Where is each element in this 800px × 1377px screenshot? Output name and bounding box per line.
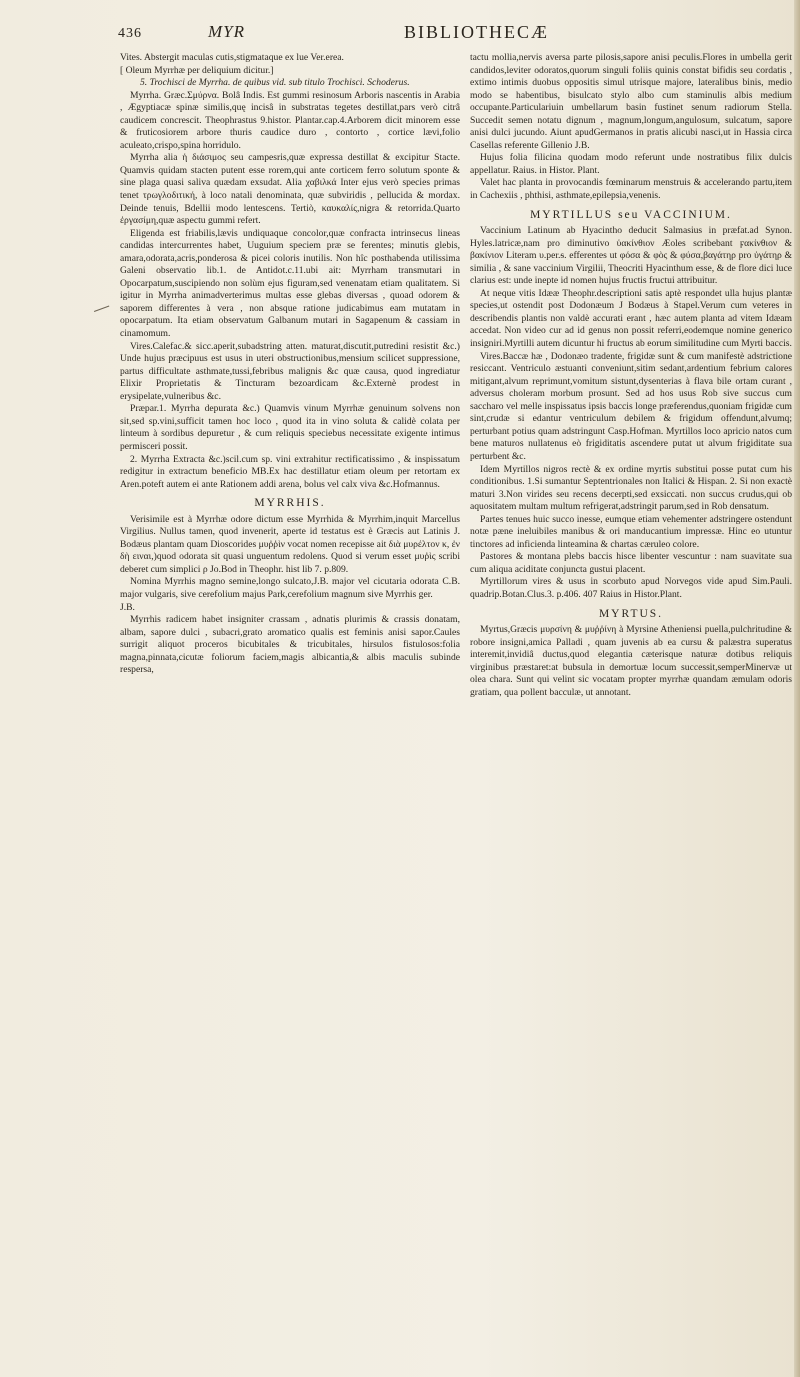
paragraph: Eligenda est friabilis,lævis undiquaque concolor,quæ confracta intrinsecus lineas candidas intercurrentes habet, Uuguium speciem præ se ferentes; minutis glebis, amara,odorata,acris,ponderosa & picei coloris inutilis. Non hîc posthabenda utilissima Galeni observatio lib.1. de Antidot.c.11.ubi ait: Myrrham transmutari in Opocarpatum,suscipiendo non solùm ejus figuram,sed venenatam etiam qualitatem. Si igitur in Myrrha animadverterimus multas esse glebas diversas , quoad odorem & saporem differentes à vera , non absque ratione judicabimus eam mutatam in opocarpatum. Ita etiam observatum Galbanum mutari in Sagapenum & cassiam in cinamomum. bbox=[120, 227, 460, 340]
left-column bbox=[120, 52, 460, 1302]
paragraph: Partes tenues huic succo inesse, eumque etiam vehementer adstringere ostendunt notæ pæne ineluibiles manibus & ori manducantium impressæ. Hinc eo utuntur tinctores ad inficienda linteamina & chartas cæruleo colore. bbox=[470, 513, 792, 550]
paragraph: At neque vitis Idææ Theophr.descriptioni satis aptè respondet ulla hujus plantæ species,ut ostendit post Dodonæum J Bodæus à Stapel.Verum cum veteres in describendis plantis non valdè accurati erant , hæc autem planta ad vitem Idæam accedat. Non video cur ad id genus non possit referri,eodemque nomine generico insigniri.Myrtilli autem dicuntur hi fructus ab eorum similitudine cum Myrti baccis. bbox=[470, 287, 792, 350]
running-head-left: MYR bbox=[208, 22, 245, 41]
paragraph: Vires.Calefac.& sicc.aperit,subadstring atten. maturat,discutit,putredini resistit &c.) Unde hujus præcipuus est usus in uteri obstructionibus,mensium scilicet suppressione, partus difficultate asthmate,tussi,febribus malignis &c quæ causa, quod ingrediatur Elixir Proprietatis & Tincturam bezoardicam &c.Externè prodest in erysipelate,vulneribus &c. bbox=[120, 340, 460, 402]
section-heading: MYRTILLUS seu VACCINIUM. bbox=[530, 208, 732, 221]
paragraph: Præpar.1. Myrrha depurata &c.) Quamvis vinum Myrrhæ genuinum solvens non sit,sed sp.vini,sufficit tamen hoc loco , quod ita in vino soluta & calidè colata per linteum à sordibus depuretur , & cum reliquis speciebus necessitate exigente intimus permisceri possit. bbox=[120, 403, 460, 452]
paragraph: Idem Myrtillos nigros rectè & ex ordine myrtis substitui posse putat cum his conditionibus. 1.Si sumantur Septentrionales non Italici & Hispan. 2. Si non exactè maturi 3.Non virides seu recens decerpti,sed exsiccati. non succus crudus,qui ob aquositatem multam multum refrigerat,adstringit parum,sed in Rob densatum. bbox=[470, 463, 792, 513]
paragraph: Myrtillorum vires & usus in scorbuto apud Norvegos vide apud Sim.Pauli. quadrip.Botan.Clus.3. p.406. 407 Raius in Histor.Plant. bbox=[470, 576, 792, 600]
page-number: 436 bbox=[118, 26, 142, 41]
paragraph: Vites. Abstergit maculas cutis,stigmataque ex lue Ver.erea. bbox=[120, 52, 344, 63]
section-heading: MYRTUS. bbox=[598, 607, 664, 620]
paragraph: [ Oleum Myrrhæ per deliquium dicitur.] bbox=[120, 64, 274, 76]
paragraph: Myrrha. Græc.Σμύρνα. Bolâ Indis. Est gummi resinosum Arboris nascentis in Arabia , Ægyptiacæ spinæ similis,quę incisâ in substratas tegetes destillat,pars verò citrâ caudicem concrescit. Theophrastus 9.histor. Plantar.cap.4.Arborem dicit minorem esse & fruticosiorem arbore thuris caudice duro , contorto , cortice lævi,folio aculeato,crispo,spina horridulo. bbox=[120, 89, 460, 151]
margin-mark bbox=[94, 306, 112, 320]
page-header bbox=[118, 22, 790, 48]
paragraph: J.B. bbox=[120, 601, 135, 613]
paragraph: Hujus folia filicina quodam modo referunt unde nostratibus filix dulcis appellatur. Raius. in Histor. Plant. bbox=[470, 152, 792, 176]
paragraph: Verisimile est à Myrrhæ odore dictum esse Myrrhida & Myrrhim,inquit Marcellus Virgilius. Nullus tamen, quod invenerit, aperte id testatus est è Græcis aut Latinis J. Bodæus plantam quam Dioscorides μυῤῥὶν vocat nomen recepisse ait διὰ μυρέλτον κ, ἐν δὴ ειναι,)quod odorata sit quasi unguentum redolens. Quod si verum esset μυῤὶς scribi deberet cum simplici ρ Jo.Bod in Theophr. hist lib 7. p.809. bbox=[120, 513, 460, 575]
paragraph: Myrtus,Græcis μυρσίνη & μυῤῥίνη à Myrsine Atheniensi puella,pulchritudine & robore insigni,amica Palladi , quam juvenis ab ea cursu & palæstra superatus interemit,invidiâ ductus,quod elegantia cæterisque naturæ dotibus reliquis virginibus præstaret:at bubsula in demortuæ locum successit,semperMinervæ ut olea chara. Sunt qui velint sic vocatam propter myrrhæ quandam æmulam odoris gratiam, qua pollent bacculæ, ut annotant. bbox=[470, 624, 792, 698]
paragraph: Vaccinium Latinum ab Hyacintho deducit Salmasius in præfat.ad Synon. Hyles.latricæ,nam pro diminutivo ὑακίνθιον Æoles scribebant ϝακίνθιον & βακίνιον Literam υ.per.ᵴ. efferentes ut φόσα & φὸς & φύσα,βαγάτηρ pro ὑγάτηρ & similia , & sane vaccinium Virgilii, Theocriti Hyacinthum esse, & de flore dici luce clarius est: unde inepte id nomen hujus fructis fructui attribuitur. bbox=[470, 225, 792, 287]
section-heading: MYRRHIS. bbox=[254, 497, 326, 510]
running-head-right: BIBLIOTHECÆ bbox=[404, 22, 549, 42]
paragraph: Myrrhis radicem habet insigniter crassam , adnatis plurimis & crassis donatam, albam, sapore dulci , subacri,grato aromatico qualis est feminis anisi sapor.Caules surrigit aliquot proceros bicubitales & tricubitales, hirsulos fistulosos:folia magna,pinnata,cicutæ foliorum faciem,magis albicantia,& albis maculis subinde respersa, bbox=[120, 614, 460, 676]
paragraph: Pastores & montana plebs baccis hisce libenter vescuntur : nam suavitate sua cum aliqua aciditate conjuncta gustui placent. bbox=[470, 551, 792, 575]
paragraph: Valet hac planta in provocandis fœminarum menstruis & accelerando partu,item in Cachexiis , phthisi, asthmate,epilepsia,venenis. bbox=[470, 177, 792, 202]
right-column bbox=[470, 52, 792, 1302]
page-edge bbox=[794, 0, 800, 1377]
paragraph: 2. Myrrha Extracta &c.)scil.cum sp. vini extrahitur rectificatissimo , & inspissatum redigitur in extractum beneficio MB.Ex hac destillatur etiam oleum per retortam ex Aren.poteft autem ei ante Rationem addi arena, bolus vel calx viva &c.Hofmannus. bbox=[120, 453, 460, 490]
paragraph: Vires.Baccæ hæ , Dodonæo tradente, frigidæ sunt & cum manifestè adstrictione resiccant. Ventriculo æstuanti conveniunt,sitim sedant,ardentium febrium calores mitigant,alvum reprimunt,vomitum sistunt,dysenterias à flava bile ortam curant , adversus choleram morbum prosunt. Sed ad hos usus Rob sive succus cum saccharo vel melle inspissatus ipsis baccis longe præferendus,quoniam frigidæ cum sint,crudæ si edantur ventriculum debilem & frigidum offendunt,alvumq; perturbant potius quam adstringunt Casp.Hofman. Myrtillos loco apricio natos cum bene maturos nullatenus eò frigiditatis ascendere putat ut alvum frigiditate sua perturbent &c. bbox=[470, 350, 792, 462]
paragraph: 5. Trochisci de Myrrha. de quibus vid. sub titulo Trochisci. Schoderus. bbox=[140, 77, 410, 89]
paragraph: Myrrha alia ἡ διάσιμος seu campesris,quæ expressa destillat & excipitur Stacte. Quamvis quidam stacten putent esse rorem,qui ante corticem ferro solutum sponte & sine plaga quasi saliva quædam exsudat. Alia χαβιλκά Inter ejus verò species primas tenet τρωγλοδιτική, à loco natali denominata, quæ subviridis , pellucida & mordax. Deinde tenuis, Bdellii modo lentescens. Tertiò, καυκαλίς,nigra & retorrida.Quarto ἐργασίμη,quæ aspectu gummi refert. bbox=[120, 152, 460, 227]
paragraph: tactu mollia,nervis aversa parte pilosis,sapore anisi peculis.Flores in umbella gerit candidos,leviter odoratos,quorum singuli foliis quinis constat bifidis seu cordatis , extimo intimis duobus oppositis simul utrisque majore, lateralibus binis, medio modo se habentibus, bisulcato stylo albo cum staminulis albis medium occupante.Particulariuin umbellarum basin fustinet senum radiorum Stella. Succedit semen notatu dignum , magnum,longum,angulosum, sulcatum, sapore anisi dulci jucundo. Aiunt apudGermanos in pratis alicubi nasci,ut in Hassia circa Casellas referente Gillenio J.B. bbox=[470, 52, 792, 151]
paragraph: Nomina Myrrhis magno semine,longo sulcato,J.B. major vel cicutaria odorata C.B. major vulgaris, sive cerefolium majus Park,cerefolium magnum sive Myrrhis ger. bbox=[120, 576, 460, 600]
